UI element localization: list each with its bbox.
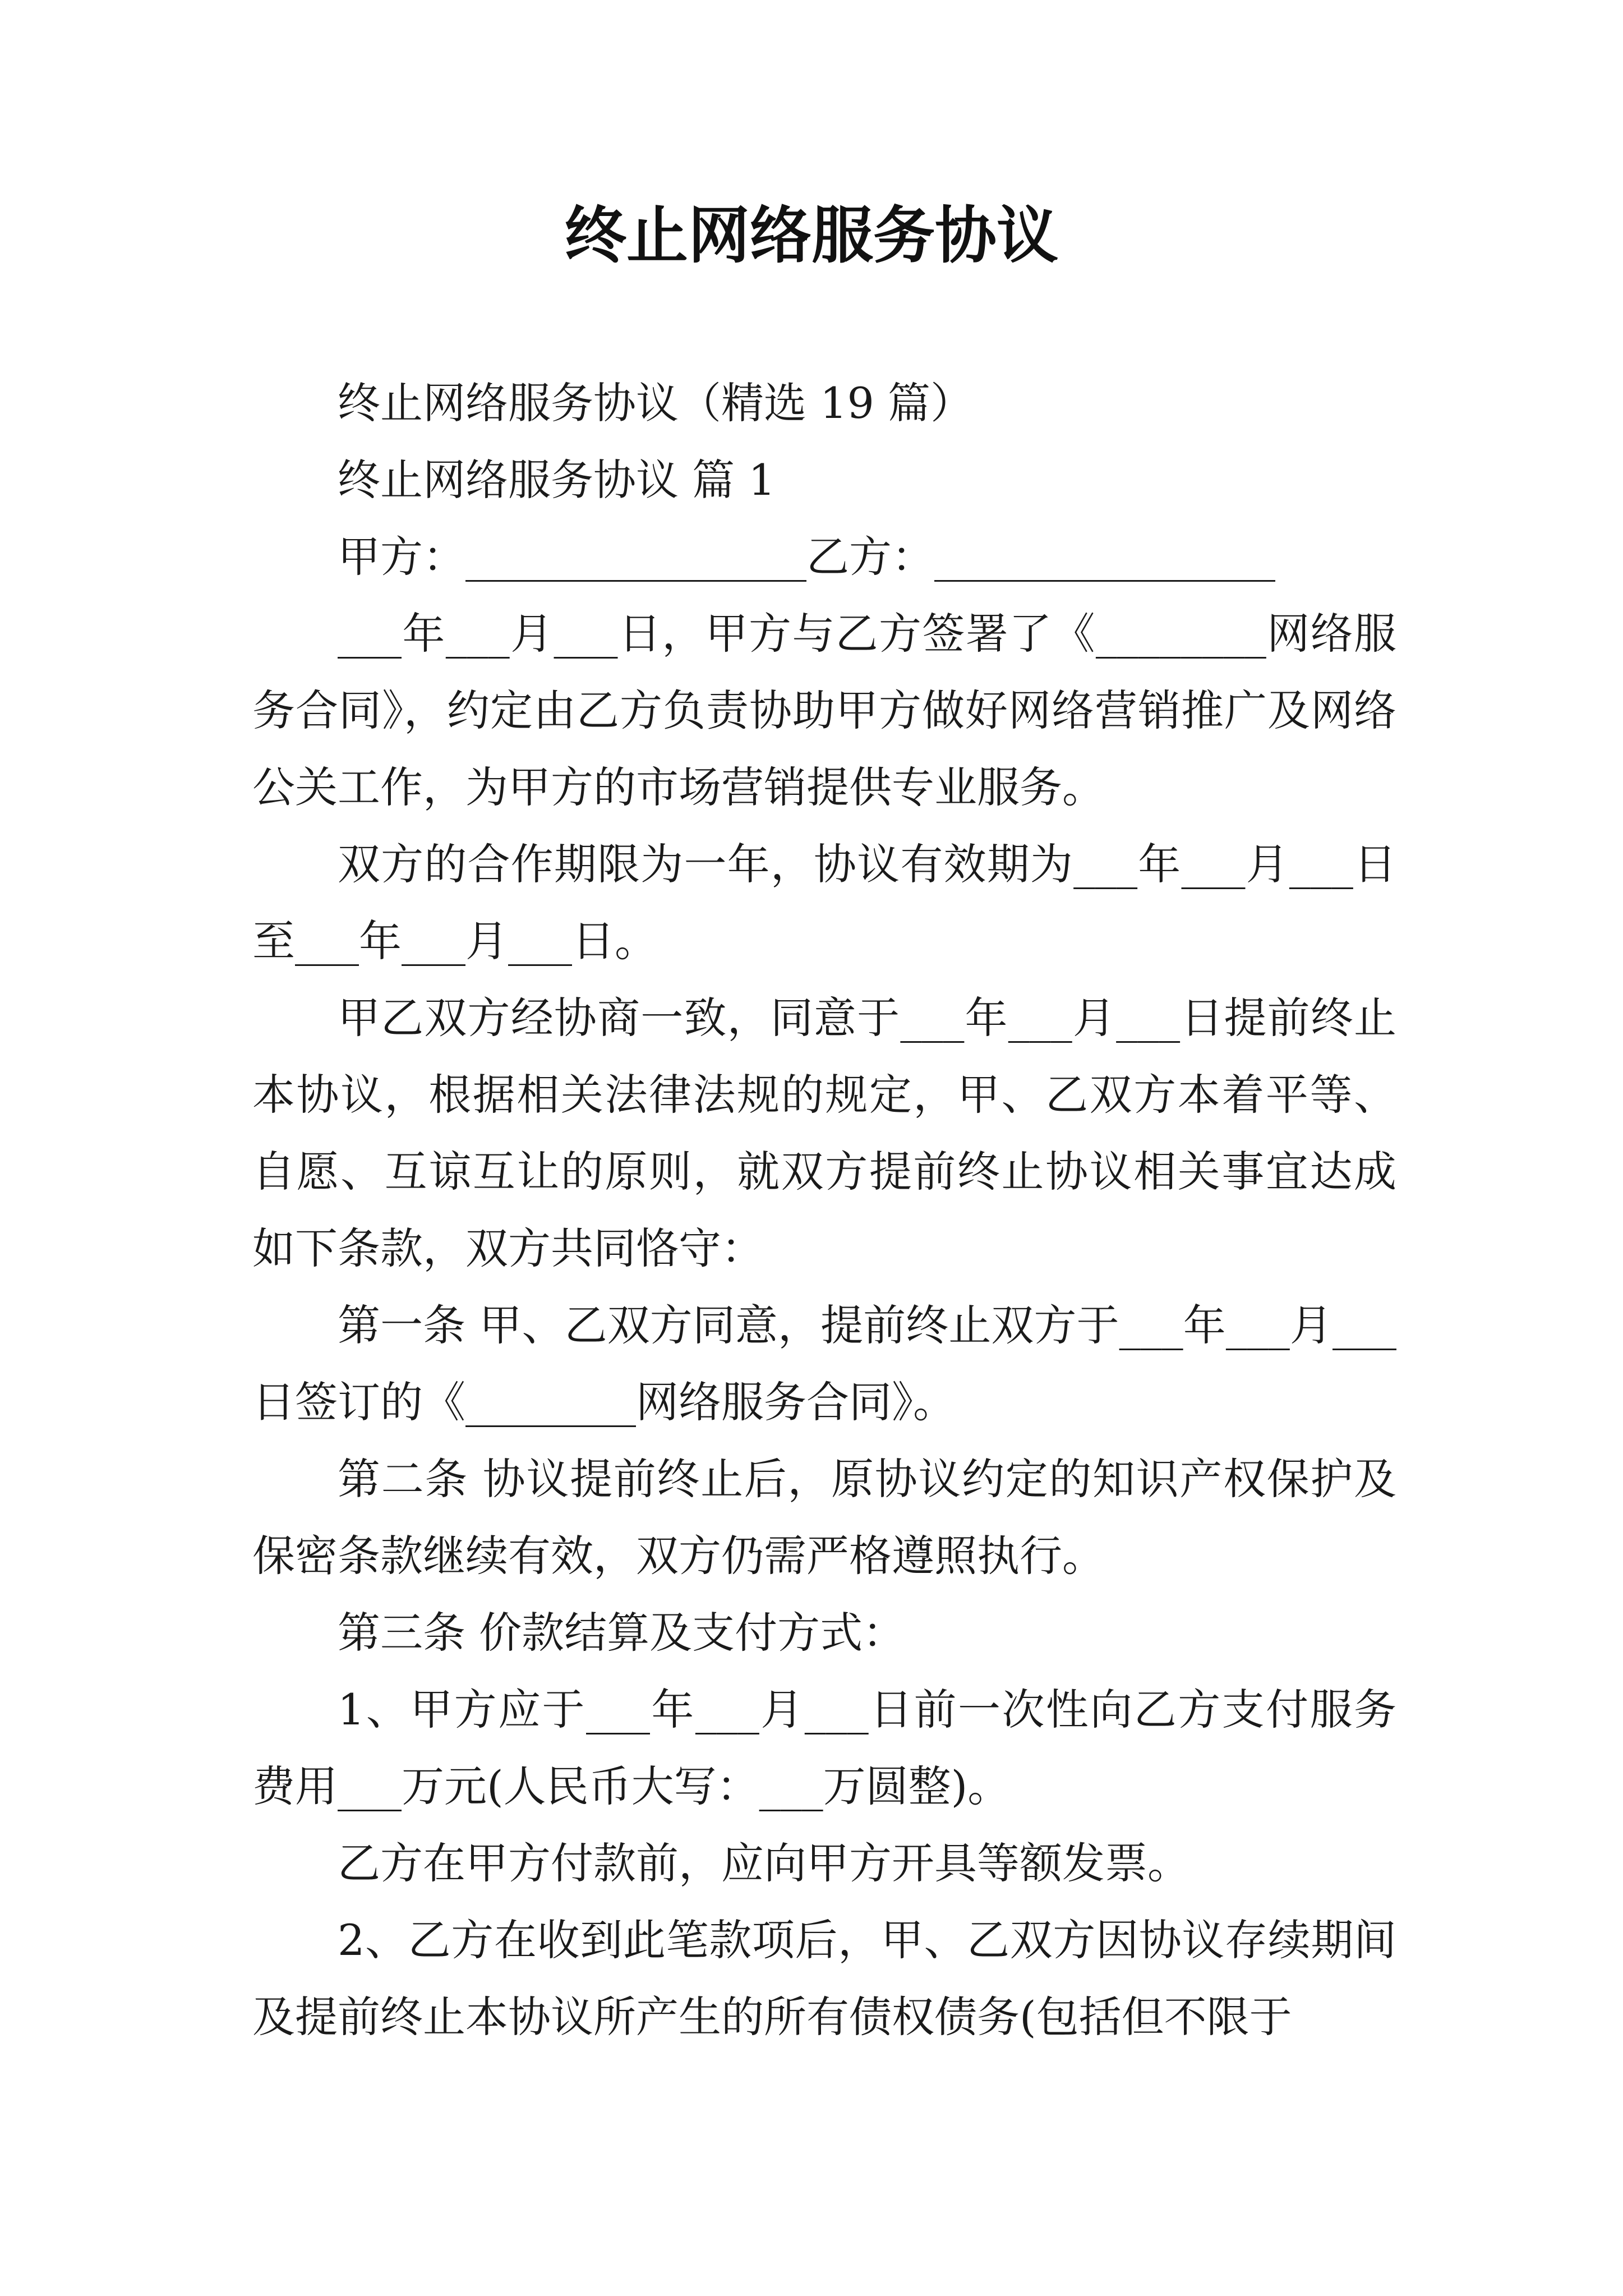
article-3-heading: 第三条 价款结算及支付方式： — [338, 1608, 906, 1658]
invoice-paragraph: 乙方在甲方付款前，应向甲方开具等额发票。 — [338, 1838, 1190, 1888]
document-subtitle: 终止网络服务协议（精选 19 篇） — [338, 378, 974, 428]
article-3-item-2: 2、乙方在收到此笔款项后，甲、乙双方因协议存续期间及提前终止本协议所产生的所有债权债务(包括但不限于 — [252, 1915, 1396, 2042]
document-body — [252, 365, 1396, 2055]
paragraph-cooperation-term: 双方的合作期限为一年，协议有效期为___年___月___日至___年___月___日。 — [252, 839, 1396, 966]
section-heading: 终止网络服务协议 篇 1 — [338, 455, 776, 505]
article-2: 第二条 协议提前终止后，原协议约定的知识产权保护及保密条款继续有效，双方仍需严格遵照执行。 — [252, 1454, 1396, 1581]
article-3-item-1: 1、甲方应于___年___月___日前一次性向乙方支付服务费用___万元(人民币大写：___万圆整)。 — [252, 1685, 1396, 1811]
parties-line: 甲方：________________乙方：________________ — [338, 532, 1275, 582]
paragraph-contract-background: ___年___月___日，甲方与乙方签署了《________网络服务合同》，约定由乙方负责协助甲方做好网络营销推广及网络公关工作，为甲方的市场营销提供专业服务。 — [252, 609, 1396, 812]
document-title: 终止网络服务协议 — [565, 199, 1058, 272]
paragraph-termination-agreement: 甲乙双方经协商一致，同意于___年___月___日提前终止本协议，根据相关法律法规的规定，甲、乙双方本着平等、自愿、互谅互让的原则，就双方提前终止协议相关事宜达成如下条款，双方共同恪守： — [252, 993, 1396, 1273]
article-1: 第一条 甲、乙双方同意，提前终止双方于___年___月___日签订的《________网络服务合同》。 — [252, 1300, 1396, 1427]
